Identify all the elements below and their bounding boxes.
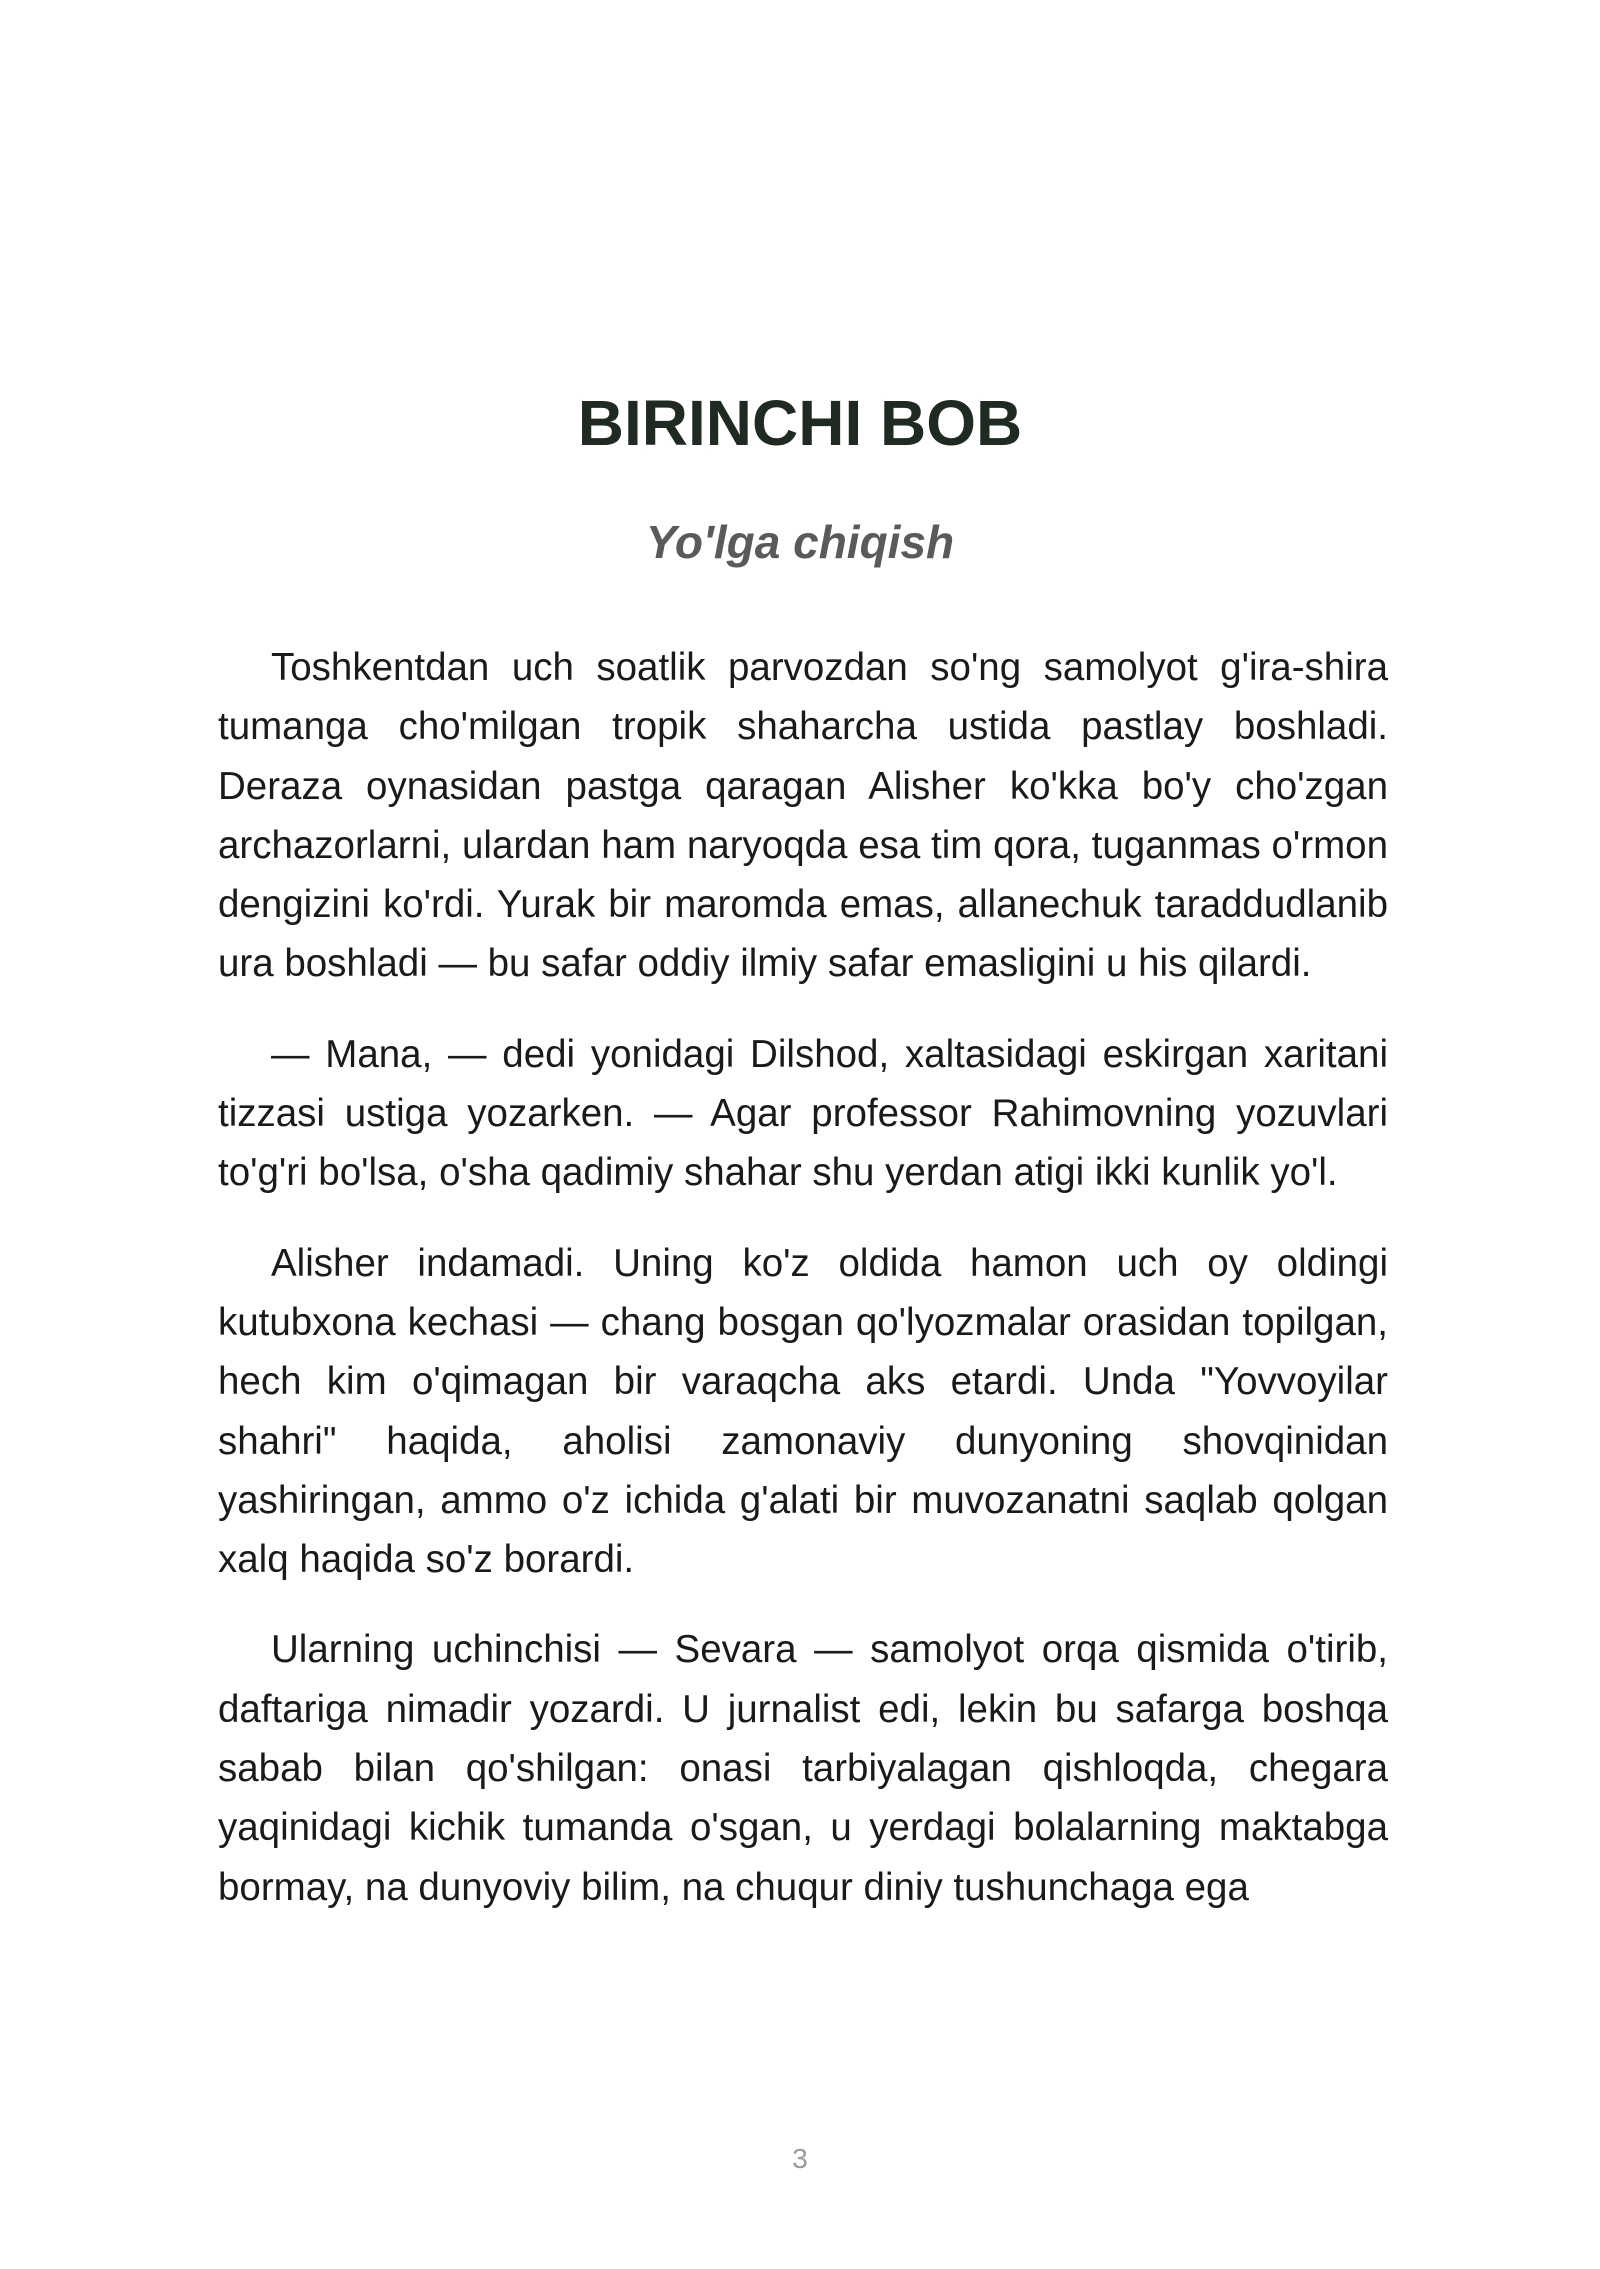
paragraph: Toshkentdan uch soatlik parvozdan so'ng samolyot g'ira-shira tumanga cho'milgan tropik shaharcha ustida pastlay boshladi. Deraza oynasidan pastga qaragan Alisher ko'kka bo'y cho'zgan archazorlarni, ulardan ham naryoqda esa tim qora, tuganmas o'rmon dengizini ko'rdi. Yurak bir maromda emas, allanechuk taraddudlanib ura boshladi — bu safar oddiy ilmiy safar emasligini u his qilardi.	[218, 646, 1388, 986]
paragraph: — Mana, — dedi yonidagi Dilshod, xaltasidagi eskirgan xaritani tizzasi ustiga yozarken. — Agar professor Rahimovning yozuvlari to'g'ri bo'lsa, o'sha qadimiy shahar shu yerdan atigi ikki kunlik yo'l.	[218, 1032, 1388, 1195]
chapter-subtitle: Yo'lga chiqish	[645, 516, 955, 568]
page-number: 3	[792, 2143, 808, 2174]
chapter-body	[218, 638, 1388, 1948]
paragraph: Alisher indamadi. Uning ko'z oldida hamon uch oy oldingi kutubxona kechasi — chang bosgan qo'lyozmalar orasidan topilgan, hech kim o'qimagan bir varaqcha aks etardi. Unda "Yovvoyilar shahri" haqida, aholisi zamonaviy dunyoning shovqinidan yashiringan, ammo o'z ichida g'alati bir muvozanatni saqlab qolgan xalq haqida so'z borardi.	[218, 1241, 1388, 1582]
paragraph: Ularning uchinchisi — Sevara — samolyot orqa qismida o'tirib, daftariga nimadir yozardi. U jurnalist edi, lekin bu safarga boshqa sabab bilan qo'shilgan: onasi tarbiyalagan qishloqda, chegara yaqinidagi kichik tumanda o'sgan, u yerdagi bolalarning maktabga bormay, na dunyoviy bilim, na chuqur diniy tushunchaga ega	[218, 1628, 1388, 1909]
chapter-title: BIRINCHI BOB	[577, 387, 1023, 459]
